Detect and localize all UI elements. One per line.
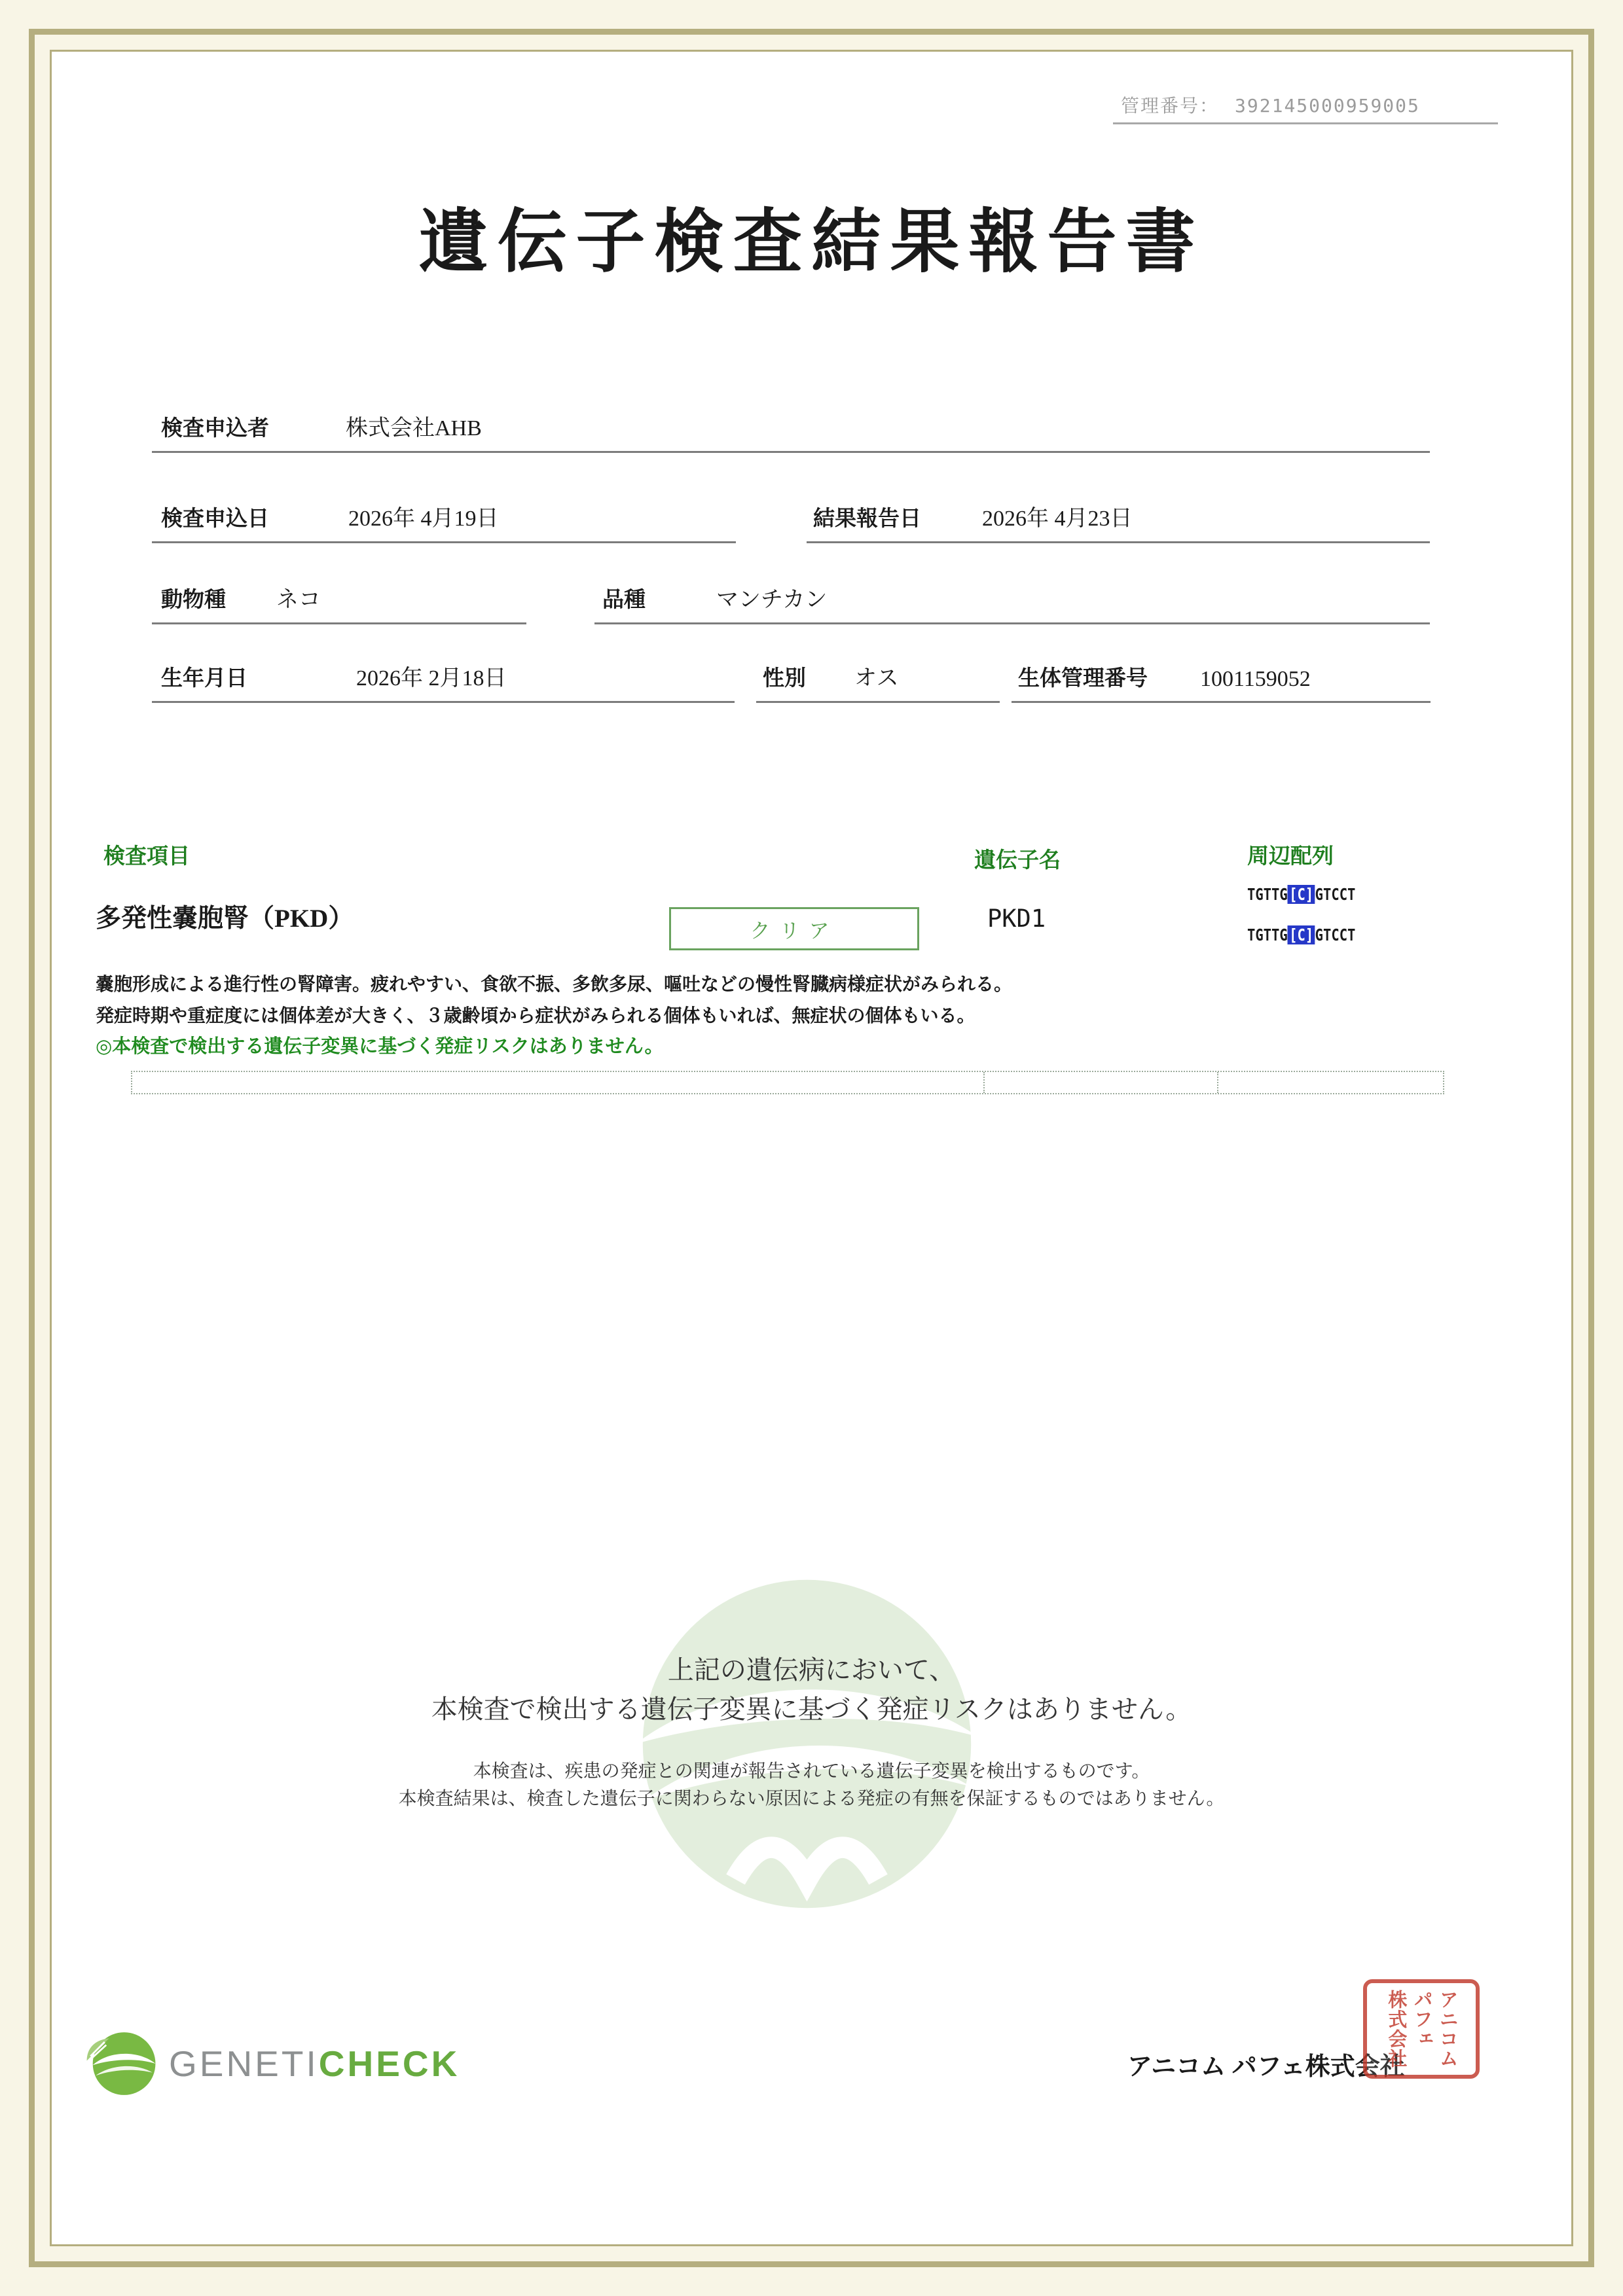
results-gene-header: 遺伝子名	[974, 849, 1061, 872]
geneticheck-logo	[84, 2026, 460, 2101]
report-date-value: 2026年 4月23日	[982, 507, 1133, 531]
sex-value: オス	[854, 666, 899, 691]
birth-date-label: 生年月日	[161, 667, 247, 691]
page-title: 遺伝子検査結果報告書	[418, 204, 1205, 281]
control-number	[1113, 92, 1498, 124]
summary-line-1: 上記の遺伝病において、	[667, 1656, 956, 1685]
company-seal-text	[1383, 1990, 1459, 2068]
logo-text-check: CHECK	[318, 2043, 460, 2084]
species-value: ネコ	[276, 588, 321, 612]
results-sequence-header: 周辺配列	[1247, 845, 1334, 869]
apply-date-label: 検査申込日	[161, 507, 269, 531]
seal-column-2: パフェ	[1411, 1990, 1432, 2049]
logo-text-geneti: GENETI	[169, 2043, 319, 2084]
summary-note-1: 本検査は、疾患の発症との関連が報告されている遺伝子変異を検出するものです。	[473, 1761, 1150, 1781]
field-animal-id	[1012, 643, 1431, 703]
sequence-2-pre: TGTTG	[1247, 925, 1288, 944]
sequence-2-variant: [C]	[1288, 925, 1315, 944]
field-applicant	[152, 393, 1430, 453]
control-number-value: 392145000959005	[1235, 95, 1420, 117]
company-name: アニコム パフェ株式会社	[1127, 2053, 1405, 2081]
control-number-label: 管理番号：	[1121, 95, 1220, 117]
species-label: 動物種	[161, 588, 226, 612]
gene-name: PKD1	[987, 905, 1046, 933]
empty-result-row	[131, 1071, 1444, 1094]
risk-note: ◎本検査で検出する遺伝子変異に基づく発症リスクはありません。	[96, 1036, 664, 1057]
sequence-1-variant: [C]	[1288, 885, 1315, 904]
summary-line-2: 本検査で検出する遺伝子変異に基づく発症リスクはありません。	[431, 1695, 1192, 1724]
sequence-line-1	[1247, 885, 1355, 904]
geneticheck-logo-icon	[84, 2026, 158, 2101]
disease-description-line1: 嚢胞形成による進行性の腎障害。疲れやすい、食欲不振、多飲多尿、嘔吐などの慢性腎臓病様症状がみられる。	[96, 975, 1013, 995]
dotted-separator-sequence	[1217, 1072, 1218, 1093]
dotted-separator-gene	[983, 1072, 985, 1093]
results-item-header: 検査項目	[103, 845, 190, 869]
breed-label: 品種	[602, 588, 646, 612]
animal-id-value: 1001159052	[1200, 667, 1311, 691]
applicant-label: 検査申込者	[161, 417, 269, 440]
field-apply-date	[152, 483, 736, 543]
sequence-1-pre: TGTTG	[1247, 885, 1288, 904]
test-item-name: 多発性嚢胞腎（PKD）	[96, 905, 354, 933]
birth-date-value: 2026年 2月18日	[356, 666, 507, 691]
summary-note-2: 本検査結果は、検査した遺伝子に関わらない原因による発症の有無を保証するものではありません。	[398, 1788, 1225, 1808]
sequence-line-2	[1247, 925, 1355, 944]
geneticheck-logo-text	[169, 2043, 460, 2085]
status-badge-clear: クリア	[669, 907, 919, 950]
sequence-2-post: GTCCT	[1315, 925, 1356, 944]
applicant-value: 株式会社AHB	[346, 416, 482, 440]
field-birth-date	[152, 643, 735, 703]
sequence-1-post: GTCCT	[1315, 885, 1356, 904]
company-seal-stamp	[1363, 1979, 1480, 2079]
seal-column-1: アニコム	[1436, 1990, 1458, 2068]
field-breed	[594, 564, 1430, 624]
seal-column-3: 株式会社	[1385, 1990, 1407, 2068]
animal-id-label: 生体管理番号	[1018, 667, 1148, 691]
sex-label: 性別	[763, 667, 806, 691]
watermark-logo-icon	[629, 1566, 985, 1922]
disease-description-line2: 発症時期や重症度には個体差が大きく、３歳齢頃から症状がみられる個体もいれば、無症状の個体もいる。	[96, 1006, 976, 1026]
field-species	[152, 564, 526, 624]
field-report-date	[807, 483, 1430, 543]
report-date-label: 結果報告日	[813, 507, 921, 531]
field-sex	[756, 643, 1000, 703]
breed-value: マンチカン	[716, 588, 828, 612]
apply-date-value: 2026年 4月19日	[348, 507, 499, 531]
